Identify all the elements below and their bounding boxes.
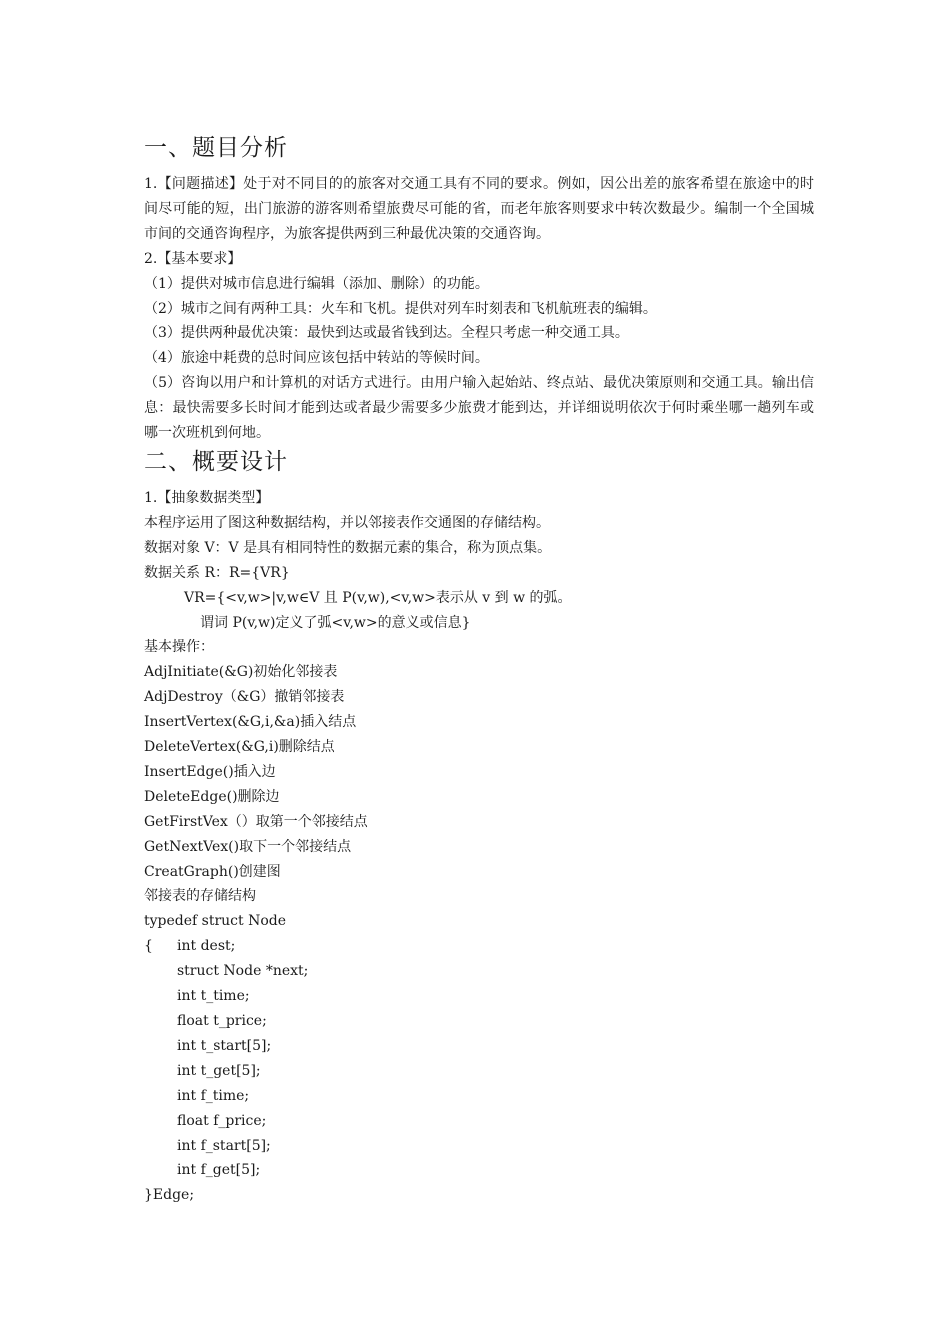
code-typedef-line: typedef struct Node: [144, 913, 287, 930]
code-field: struct Node *next;: [177, 963, 309, 980]
code-field: int t_start[5];: [177, 1037, 272, 1054]
section-1-title: 一、题目分析: [144, 135, 288, 161]
section-2-title: 二、概要设计: [144, 448, 288, 475]
code-field: int dest;: [177, 938, 236, 955]
adt-title: 1.【抽象数据类型】: [144, 489, 270, 506]
code-open-brace: {: [144, 938, 153, 955]
operations-title: 基本操作：: [144, 639, 214, 656]
code-field: int t_time;: [177, 988, 250, 1005]
adt-intro: 本程序运用了图这种数据结构，并以邻接表作交通图的存储结构。: [144, 514, 550, 531]
requirement-item: （1）提供对城市信息进行编辑（添加、删除）的功能。: [144, 275, 489, 292]
vr-predicate: 谓词 P(v,w)定义了弧<v,w>的意义或信息}: [200, 614, 471, 631]
operation-item: DeleteEdge()删除边: [144, 788, 280, 805]
code-close-line: }Edge;: [144, 1187, 195, 1204]
storage-structure-title: 邻接表的存储结构: [144, 888, 256, 905]
code-field: int f_start[5];: [177, 1137, 271, 1154]
data-relation: 数据关系 R：R={VR}: [144, 564, 290, 581]
data-object: 数据对象 V：V 是具有相同特性的数据元素的集合，称为顶点集。: [144, 539, 552, 556]
code-field: int f_get[5];: [177, 1162, 261, 1179]
document-page: [144, 132, 814, 1208]
operation-item: InsertEdge()插入边: [144, 763, 276, 780]
operation-item: AdjInitiate(&G)初始化邻接表: [144, 664, 338, 681]
requirement-item: （5）咨询以用户和计算机的对话方式进行。由用户输入起始站、终点站、最优决策原则和交通工具。输出信息：最快需要多长时间才能到达或者最少需要多少旅费才能到达，并详细说明依次于何时乘坐哪一趟列车或哪一次班机到何地。: [144, 375, 814, 442]
code-field: float t_price;: [177, 1013, 267, 1029]
operation-item: AdjDestroy（&G）撤销邻接表: [144, 689, 345, 706]
operation-item: CreatGraph()创建图: [144, 863, 281, 880]
code-field: int t_get[5];: [177, 1062, 261, 1079]
code-field: int f_time;: [177, 1087, 250, 1104]
requirement-item: （3）提供两种最优决策：最快到达或最省钱到达。全程只考虑一种交通工具。: [144, 325, 629, 342]
vr-definition: VR={<v,w>|v,w∈V 且 P(v,w),<v,w>表示从 v 到 w 的弧。: [184, 589, 572, 606]
requirement-item: （2）城市之间有两种工具：火车和飞机。提供对列车时刻表和飞机航班表的编辑。: [144, 300, 657, 317]
operation-item: GetNextVex()取下一个邻接结点: [144, 838, 352, 855]
code-open-line: [144, 934, 814, 959]
code-field: float f_price;: [177, 1112, 267, 1129]
operation-item: DeleteVertex(&G,i)删除结点: [144, 739, 335, 756]
requirement-item: （4）旅途中耗费的总时间应该包括中转站的等候时间。: [144, 350, 489, 367]
operation-item: GetFirstVex（）取第一个邻接结点: [144, 813, 368, 830]
operation-item: InsertVertex(&G,i,&a)插入结点: [144, 714, 357, 731]
requirements-title: 2.【基本要求】: [144, 250, 242, 267]
problem-description: 1.【问题描述】处于对不同目的的旅客对交通工具有不同的要求。例如，因公出差的旅客希望在旅途中的时间尽可能的短，出门旅游的游客则希望旅费尽可能的省，而老年旅客则要求中转次数最少。编制一个全国城市间的交通咨询程序，为旅客提供两到三种最优决策的交通咨询。: [144, 176, 814, 242]
